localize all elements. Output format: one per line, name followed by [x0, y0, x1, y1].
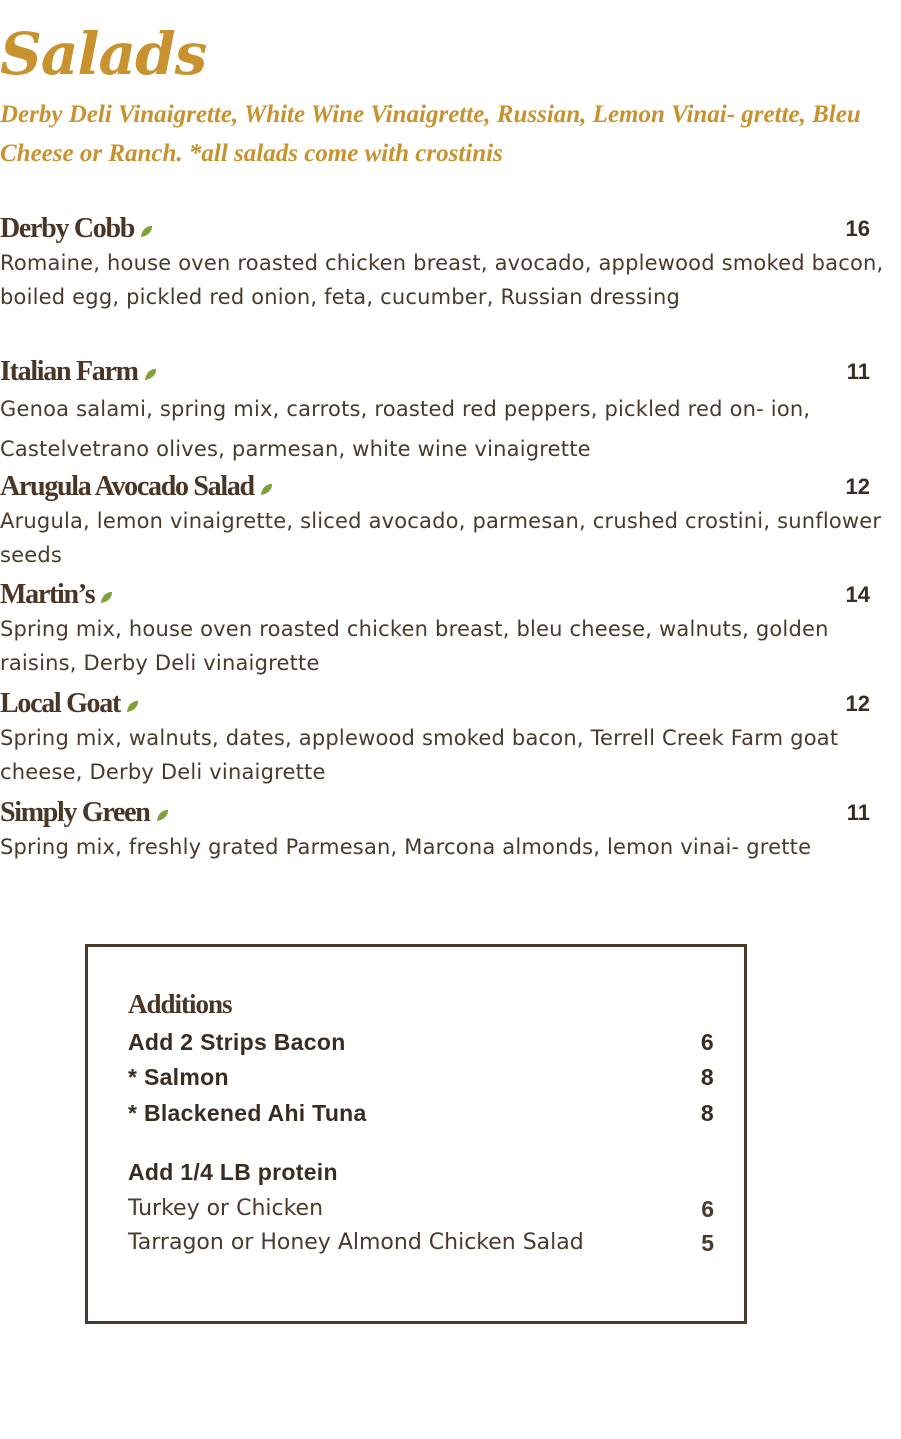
item-name: Martin’s	[0, 578, 113, 612]
addition-price: 8	[700, 1100, 714, 1126]
item-price: 11	[846, 800, 870, 825]
item-description: Arugula, lemon vinaigrette, sliced avocado, parmesan, crushed crostini, sunflower seeds	[0, 509, 882, 567]
protein-price: 6	[701, 1196, 714, 1222]
item-name: Italian Farm	[0, 355, 157, 389]
item-description: Spring mix, house oven roasted chicken breast, bleu cheese, walnuts, golden raisins, Derby Deli vinaigrette	[0, 617, 829, 675]
item-price: 12	[845, 474, 870, 499]
addition-label: * Blackened Ahi Tuna	[128, 1100, 367, 1126]
item-description: Romaine, house oven roasted chicken breast, avocado, applewood smoked bacon, boiled egg, pickled red onion, feta, cucumber, Russian dressing	[0, 251, 884, 309]
addition-price: 8	[700, 1064, 714, 1090]
menu-item	[0, 212, 890, 314]
leaf-icon	[144, 368, 157, 381]
item-price: 12	[845, 691, 870, 716]
item-description: Spring mix, freshly grated Parmesan, Marcona almonds, lemon vinai- grette	[0, 835, 812, 859]
item-name: Arugula Avocado Salad	[0, 470, 273, 504]
leaf-icon	[260, 483, 273, 496]
addition-label: Add 2 Strips Bacon	[128, 1029, 346, 1055]
leaf-icon	[156, 809, 169, 822]
menu-item	[0, 355, 890, 469]
protein-label: Tarragon or Honey Almond Chicken Salad	[128, 1230, 584, 1255]
item-name: Local Goat	[0, 687, 139, 721]
leaf-icon	[140, 225, 153, 238]
menu-item	[0, 796, 890, 864]
section-title: Salads	[0, 20, 207, 88]
addition-row	[128, 1096, 714, 1130]
dressing-options: Derby Deli Vinaigrette, White Wine Vinaigrette, Russian, Lemon Vinai- grette, Bleu Cheese or Ranch. *all salads come with crostinis	[0, 101, 861, 167]
protein-label: Turkey or Chicken	[128, 1196, 324, 1221]
menu-item	[0, 687, 890, 789]
item-name: Derby Cobb	[0, 212, 153, 246]
addition-row	[128, 1025, 714, 1059]
protein-row	[128, 1226, 714, 1260]
addition-label: * Salmon	[128, 1064, 229, 1090]
addition-price: 6	[700, 1029, 714, 1055]
protein-row	[128, 1192, 714, 1226]
protein-price: 5	[701, 1230, 714, 1256]
protein-heading: Add 1/4 LB protein	[128, 1159, 338, 1185]
additions-box	[85, 944, 747, 1324]
menu-item	[0, 578, 890, 680]
item-price: 16	[845, 216, 870, 241]
additions-title: Additions	[128, 989, 232, 1019]
item-description: Genoa salami, spring mix, carrots, roasted red peppers, pickled red on- ion, Castelvetrano olives, parmesan, white wine vinaigrette	[0, 397, 811, 461]
leaf-icon	[126, 700, 139, 713]
leaf-icon	[100, 591, 113, 604]
item-description: Spring mix, walnuts, dates, applewood smoked bacon, Terrell Creek Farm goat cheese, Derby Deli vinaigrette	[0, 726, 839, 784]
item-price: 11	[846, 359, 870, 384]
menu-item	[0, 470, 890, 572]
item-name: Simply Green	[0, 796, 169, 830]
addition-row	[128, 1060, 714, 1094]
item-price: 14	[845, 582, 870, 607]
